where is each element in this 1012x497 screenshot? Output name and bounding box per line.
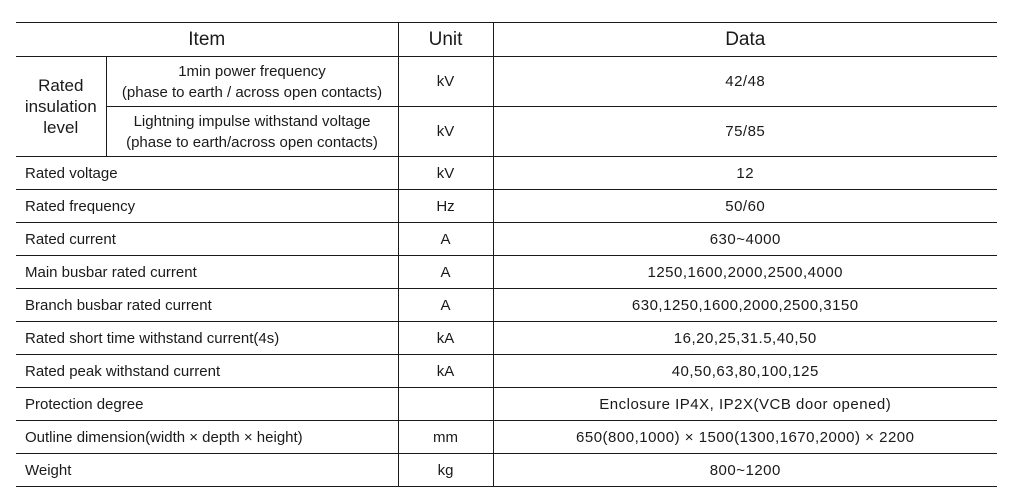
insulation-sub-label: [106, 57, 398, 107]
header-row: [16, 23, 997, 57]
table-row: [16, 454, 997, 487]
header-item: Item: [16, 23, 398, 57]
data-cell: 1250,1600,2000,2500,4000: [493, 256, 997, 289]
table-row: [16, 190, 997, 223]
unit-cell: kA: [398, 322, 493, 355]
table-row: [16, 289, 997, 322]
sub-label-line: 1min power frequency: [178, 62, 326, 80]
data-cell: 50/60: [493, 190, 997, 223]
item-cell: Outline dimension(width × depth × height): [16, 421, 398, 454]
insulation-group-label: [16, 57, 106, 157]
table-row: [16, 421, 997, 454]
data-cell: 650(800,1000) × 1500(1300,1670,2000) × 2200: [493, 421, 997, 454]
unit-cell: [398, 388, 493, 421]
table-row: [16, 223, 997, 256]
sub-label-line: Lightning impulse withstand voltage: [133, 112, 371, 130]
unit-cell: A: [398, 289, 493, 322]
item-cell: Main busbar rated current: [16, 256, 398, 289]
item-cell: Rated peak withstand current: [16, 355, 398, 388]
item-cell: Rated frequency: [16, 190, 398, 223]
header-data: Data: [493, 23, 997, 57]
table-row: [16, 322, 997, 355]
unit-cell: A: [398, 256, 493, 289]
item-cell: Protection degree: [16, 388, 398, 421]
data-cell: 630~4000: [493, 223, 997, 256]
item-cell: Rated current: [16, 223, 398, 256]
table-row: [16, 355, 997, 388]
table-row: [16, 256, 997, 289]
insulation-group-line: level: [43, 118, 79, 137]
data-cell: 800~1200: [493, 454, 997, 487]
data-cell: 40,50,63,80,100,125: [493, 355, 997, 388]
unit-cell: kA: [398, 355, 493, 388]
item-cell: Rated voltage: [16, 157, 398, 190]
spec-table: [16, 22, 997, 487]
unit-cell: A: [398, 223, 493, 256]
table-row: [16, 157, 997, 190]
header-unit: Unit: [398, 23, 493, 57]
item-cell: Branch busbar rated current: [16, 289, 398, 322]
data-cell: 42/48: [493, 57, 997, 107]
insulation-sub-label: [106, 107, 398, 157]
unit-cell: kg: [398, 454, 493, 487]
item-cell: Weight: [16, 454, 398, 487]
table-row: [16, 57, 997, 107]
data-cell: 16,20,25,31.5,40,50: [493, 322, 997, 355]
table-row: [16, 107, 997, 157]
unit-cell: mm: [398, 421, 493, 454]
sub-label-line: (phase to earth / across open contacts): [121, 83, 383, 101]
unit-cell: Hz: [398, 190, 493, 223]
insulation-group-line: Rated: [38, 76, 84, 95]
data-cell: 12: [493, 157, 997, 190]
unit-cell: kV: [398, 157, 493, 190]
sub-label-line: (phase to earth/across open contacts): [126, 133, 378, 151]
data-cell: Enclosure IP4X, IP2X(VCB door opened): [493, 388, 997, 421]
data-cell: 630,1250,1600,2000,2500,3150: [493, 289, 997, 322]
unit-cell: kV: [398, 107, 493, 157]
unit-cell: kV: [398, 57, 493, 107]
item-cell: Rated short time withstand current(4s): [16, 322, 398, 355]
data-cell: 75/85: [493, 107, 997, 157]
insulation-group-line: insulation: [24, 97, 97, 116]
table-row: [16, 388, 997, 421]
